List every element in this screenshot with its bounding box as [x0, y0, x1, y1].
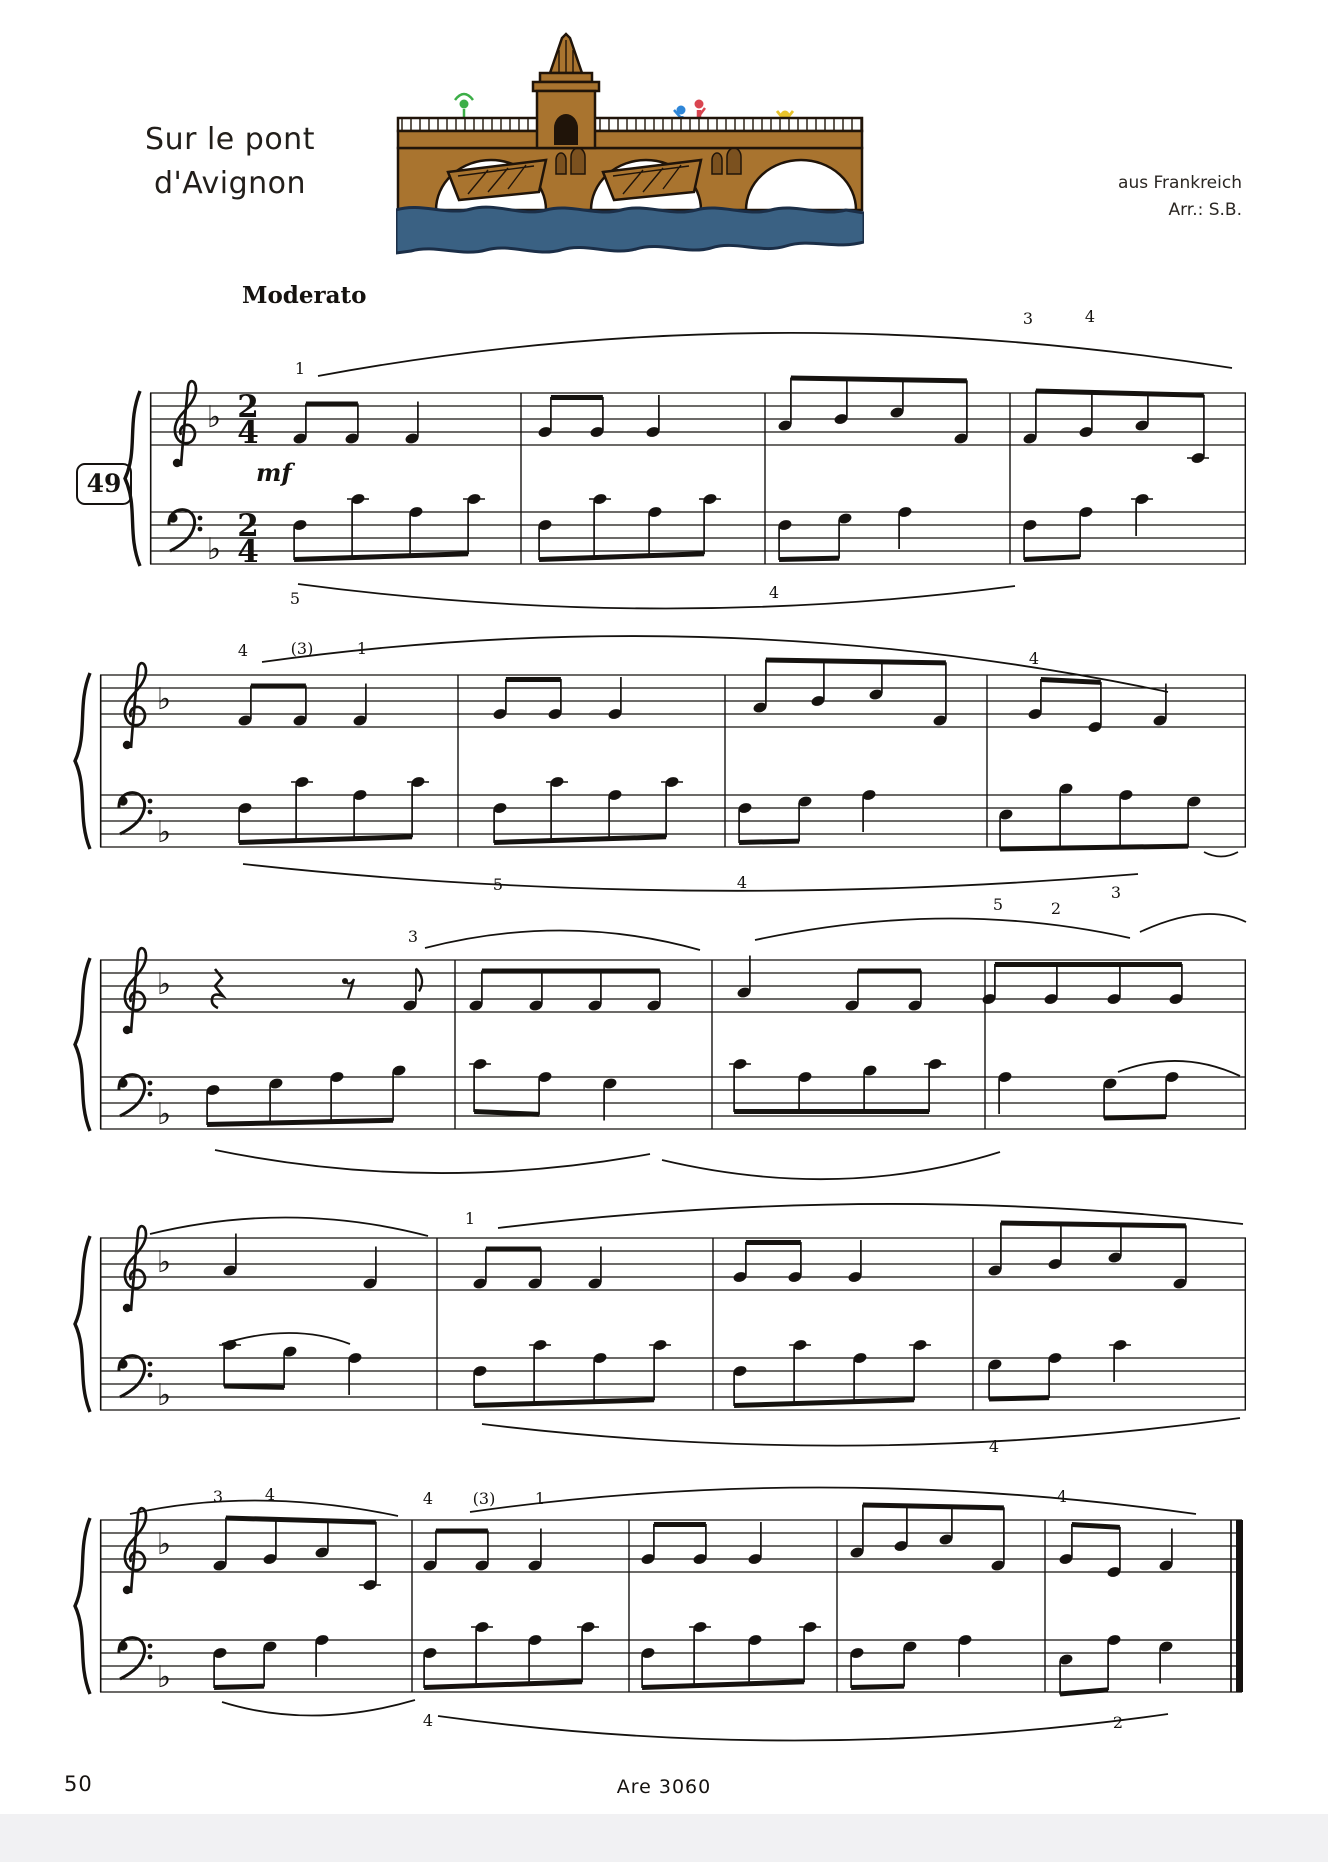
slur [222, 1333, 350, 1344]
beam [851, 1684, 904, 1690]
beam [306, 402, 358, 407]
svg-text:♭: ♭ [206, 532, 222, 567]
svg-text:4: 4 [1084, 307, 1096, 326]
beam [226, 1516, 376, 1525]
beam [766, 658, 946, 666]
attribution-arranger: Arr.: S.B. [1168, 200, 1242, 221]
beam [739, 839, 799, 845]
system-4 [75, 1204, 1246, 1456]
slur [215, 1150, 650, 1173]
svg-text:♭: ♭ [156, 967, 172, 1002]
svg-text:3: 3 [407, 927, 419, 946]
svg-text:1: 1 [464, 1209, 476, 1228]
system-1 [125, 307, 1246, 609]
tempo-marking: Moderato [242, 282, 367, 309]
svg-text:2: 2 [1050, 899, 1062, 918]
page-bottom-edge [0, 1814, 1328, 1862]
svg-text:♭: ♭ [156, 1527, 172, 1562]
treble-clef-icon [125, 948, 146, 1033]
grand-staff-brace [75, 1236, 90, 1412]
svg-text:♭: ♭ [156, 1660, 172, 1695]
slur [150, 1217, 428, 1236]
svg-text:4: 4 [422, 1711, 434, 1730]
svg-text:5: 5 [492, 875, 504, 894]
beam [1072, 1522, 1120, 1530]
svg-text:4: 4 [768, 583, 780, 602]
beam [486, 1247, 541, 1252]
quarter-rest [212, 969, 223, 1008]
svg-text:3: 3 [1022, 309, 1034, 328]
svg-text:4: 4 [1056, 1487, 1068, 1506]
slur [1118, 1061, 1240, 1076]
svg-text:2: 2 [237, 389, 259, 425]
catalog-number: Are 3060 [616, 1776, 712, 1798]
beam [1024, 554, 1080, 562]
svg-text:4: 4 [237, 534, 259, 570]
beam [506, 677, 561, 682]
slur [1140, 914, 1246, 932]
svg-text:♭: ♭ [156, 1245, 172, 1280]
system-3 [75, 914, 1246, 1179]
slur [662, 1152, 1000, 1179]
system-2 [75, 636, 1246, 918]
beam [995, 962, 1182, 967]
slur [243, 864, 1138, 891]
svg-text:4: 4 [264, 1485, 276, 1504]
system-5 [75, 1485, 1243, 1741]
beam [214, 1684, 264, 1690]
svg-text:4: 4 [237, 415, 259, 451]
slur [222, 1700, 415, 1716]
beam [1060, 1687, 1108, 1696]
svg-text:♭: ♭ [156, 1378, 172, 1413]
svg-text:♭: ♭ [156, 815, 172, 850]
beam [294, 551, 468, 562]
dynamic-marking: mf [256, 458, 292, 487]
beam [746, 1240, 801, 1245]
beam [551, 395, 603, 400]
svg-text:1: 1 [534, 1489, 546, 1508]
grand-staff-brace [75, 673, 90, 849]
svg-text:1: 1 [294, 359, 306, 378]
beam [654, 1522, 706, 1527]
beam [1041, 677, 1101, 685]
svg-text:♭: ♭ [206, 400, 222, 435]
slur [1204, 852, 1238, 857]
svg-text:5: 5 [289, 589, 301, 608]
svg-text:♭: ♭ [156, 682, 172, 717]
beam [1001, 1221, 1186, 1229]
attribution-origin: aus Frankreich [1118, 173, 1242, 193]
svg-text:3: 3 [1110, 883, 1122, 902]
beam [642, 1679, 804, 1690]
grand-staff-brace [75, 958, 90, 1131]
beam [251, 684, 306, 689]
piece-number-badge: 49 [76, 463, 132, 505]
beam [424, 1679, 582, 1690]
page-number: 50 [64, 1772, 93, 1796]
slur [298, 584, 1015, 609]
svg-text:4: 4 [736, 873, 748, 892]
beam [734, 1109, 929, 1114]
svg-text:5: 5 [992, 895, 1004, 914]
beam [734, 1397, 914, 1408]
beam [482, 969, 660, 974]
beam [474, 1397, 654, 1408]
beam [989, 1395, 1049, 1401]
beam [1104, 1114, 1166, 1120]
slur [482, 1418, 1240, 1446]
svg-text:4: 4 [422, 1489, 434, 1508]
svg-text:2: 2 [1112, 1713, 1124, 1732]
slur [755, 918, 1130, 940]
slur [438, 1714, 1168, 1741]
svg-text:(3): (3) [290, 639, 314, 658]
treble-clef-icon [125, 663, 146, 748]
grand-staff-brace [75, 1518, 90, 1694]
beam [239, 834, 412, 845]
beam [858, 969, 921, 974]
beam [436, 1529, 488, 1534]
svg-text:1: 1 [356, 639, 368, 658]
beam [863, 1503, 1004, 1511]
piece-title-line2: d'Avignon [153, 165, 307, 201]
slur [318, 333, 1232, 376]
svg-text:4: 4 [237, 641, 249, 660]
slur [470, 1487, 1196, 1514]
beam [779, 556, 839, 562]
svg-text:4: 4 [1028, 649, 1040, 668]
svg-text:♭: ♭ [156, 1097, 172, 1132]
beam [1000, 844, 1188, 852]
treble-clef-icon [125, 1226, 146, 1311]
svg-text:2: 2 [237, 508, 259, 544]
svg-text:4: 4 [988, 1437, 1000, 1456]
svg-text:(3): (3) [472, 1489, 496, 1508]
piece-title-line1: Sur le pont [145, 122, 315, 157]
treble-clef-icon [175, 381, 196, 466]
beam [207, 1118, 393, 1127]
grand-staff-brace [125, 391, 140, 566]
svg-text:3: 3 [212, 1487, 224, 1506]
eighth-flag [416, 969, 422, 992]
beam [539, 551, 704, 562]
slur [425, 930, 700, 950]
beam [791, 376, 967, 384]
beam [1036, 389, 1204, 398]
treble-clef-icon [125, 1508, 146, 1593]
beam [494, 834, 666, 845]
